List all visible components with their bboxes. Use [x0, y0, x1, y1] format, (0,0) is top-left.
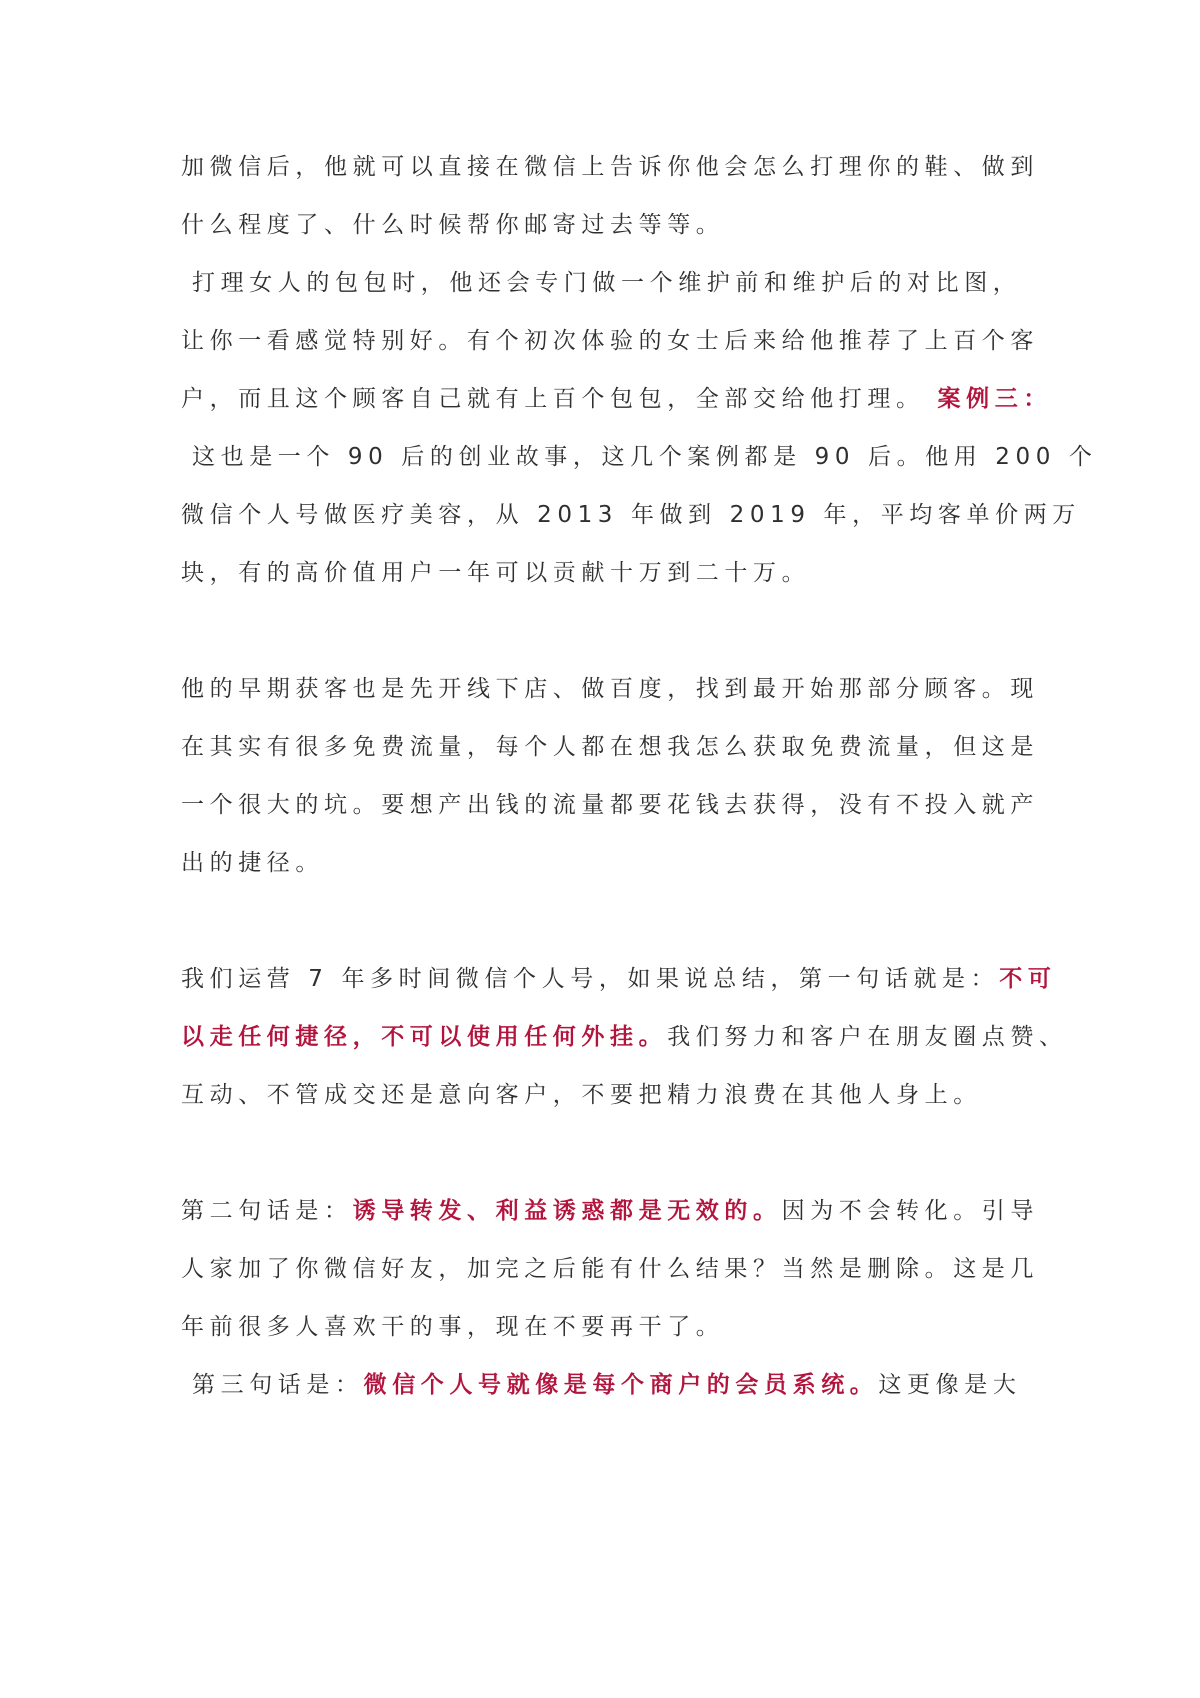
text-line: [181, 674, 1039, 704]
body-text: 我们运营 7 年多时间微信个人号，如果说总结，第一句话就是：: [181, 966, 1000, 992]
text-line: [181, 1022, 1068, 1052]
text-line: [181, 558, 810, 588]
body-text: 什么程度了、什么时候帮你邮寄过去等等。: [181, 212, 725, 238]
text-line: [181, 848, 324, 878]
body-text: 一个很大的坑。要想产出钱的流量都要花钱去获得，没有不投入就产: [181, 792, 1039, 818]
body-text: 微信个人号做医疗美容，从 2013 年做到 2019 年，平均客单价两万: [181, 502, 1081, 528]
text-line: [192, 1370, 1021, 1400]
highlighted-text: 以走任何捷径，不可以使用任何外挂。: [181, 1024, 668, 1050]
body-text: 户，而且这个顾客自己就有上百个包包，全部交给他打理。: [181, 386, 938, 412]
body-text: 出的捷径。: [181, 850, 324, 876]
text-line: [181, 500, 1081, 530]
body-text: 年前很多人喜欢干的事，现在不要再干了。: [181, 1314, 725, 1340]
highlighted-text: 诱导转发、利益诱惑都是无效的。: [352, 1198, 782, 1224]
body-text: 第三句话是：: [192, 1372, 364, 1398]
text-line: [181, 326, 1039, 356]
text-line: [181, 732, 1039, 762]
text-line: [181, 1196, 1039, 1226]
text-line: [181, 152, 1039, 182]
text-line: [181, 790, 1039, 820]
body-text: 人家加了你微信好友，加完之后能有什么结果？当然是删除。这是几: [181, 1256, 1039, 1282]
body-text: 这也是一个 90 后的创业故事，这几个案例都是 90 后。他用 200 个: [192, 444, 1098, 470]
body-text: 因为不会转化。引导: [781, 1198, 1040, 1224]
text-line: [192, 268, 1021, 298]
body-text: 打理女人的包包时，他还会专门做一个维护前和维护后的对比图，: [192, 270, 1022, 296]
text-line: [181, 210, 724, 240]
highlighted-text: 不可: [999, 966, 1057, 992]
text-line: [181, 1254, 1039, 1284]
highlighted-text: 案例三：: [937, 386, 1052, 412]
body-text: 在其实有很多免费流量，每个人都在想我怎么获取免费流量，但这是: [181, 734, 1039, 760]
body-text: 他的早期获客也是先开线下店、做百度，找到最开始那部分顾客。现: [181, 676, 1039, 702]
body-text: 这更像是大: [878, 1372, 1022, 1398]
body-text: 我们努力和客户在朋友圈点赞、: [667, 1024, 1068, 1050]
body-text: 让你一看感觉特别好。有个初次体验的女士后来给他推荐了上百个客: [181, 328, 1039, 354]
body-text: 块，有的高价值用户一年可以贡献十万到二十万。: [181, 560, 811, 586]
text-line: [181, 1080, 982, 1110]
highlighted-text: 微信个人号就像是每个商户的会员系统。: [363, 1372, 879, 1398]
body-text: 互动、不管成交还是意向客户，不要把精力浪费在其他人身上。: [181, 1082, 982, 1108]
text-line: [181, 384, 1052, 414]
text-line: [181, 1312, 724, 1342]
text-line: [192, 442, 1098, 472]
body-text: 第二句话是：: [181, 1198, 353, 1224]
text-line: [181, 964, 1056, 994]
body-text: 加微信后，他就可以直接在微信上告诉你他会怎么打理你的鞋、做到: [181, 154, 1039, 180]
